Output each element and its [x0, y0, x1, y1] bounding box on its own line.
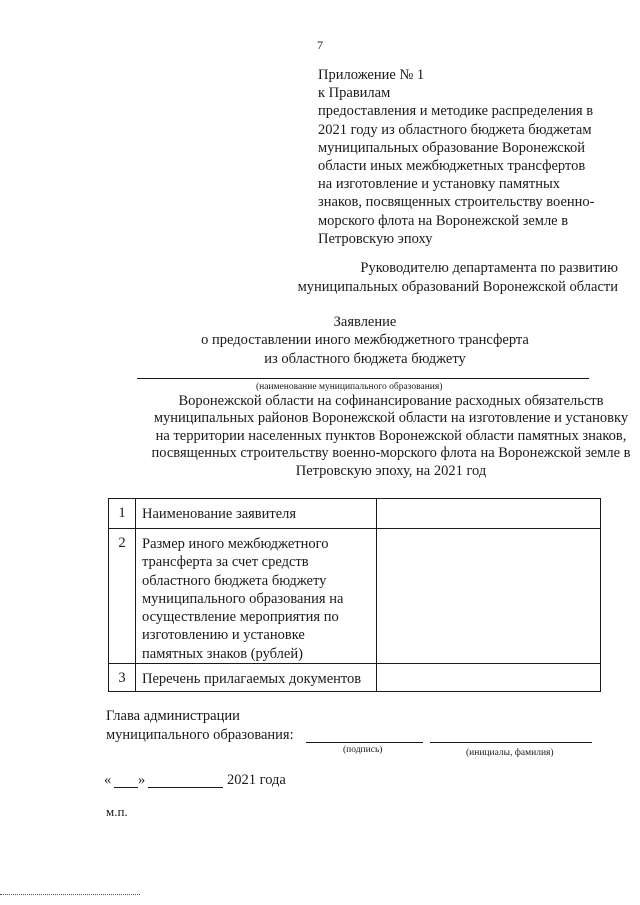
table-row — [109, 664, 601, 692]
signature-label-line2: муниципального образования: — [106, 727, 294, 743]
appendix-line: на изготовление и установку памятных — [318, 176, 560, 193]
application-table — [108, 498, 601, 692]
appendix-line: 2021 году из областного бюджета бюджетам — [318, 121, 592, 138]
signature-label-line1: Глава администрации — [106, 708, 240, 724]
statement-subtitle-line: о предоставлении иного межбюджетного трансферта — [201, 332, 529, 349]
row-label-line: изготовлению и установке — [142, 627, 305, 644]
appendix-line: Приложение № 1 — [318, 67, 425, 83]
row-label-line: памятных знаков (рублей) — [142, 645, 303, 662]
statement-body-line: посвященных строительству военно-морского флота на Воронежской земле в — [151, 445, 631, 462]
addressee — [240, 259, 618, 296]
addressee-line: Руководителю департамента по развитию — [360, 260, 618, 276]
name-blank-line — [430, 742, 592, 743]
signature-caption: (подпись) — [343, 745, 383, 755]
statement-body-line: Петровскую эпоху, на 2021 год — [295, 462, 487, 479]
appendix-line: знаков, посвященных строительству военно- — [318, 194, 595, 211]
appendix-line: предоставления и методике распределения в — [318, 103, 594, 120]
municipality-blank-line — [137, 378, 589, 379]
row-label-line: муниципального образования на — [142, 590, 344, 607]
table-row — [109, 529, 601, 664]
signature-blank-line — [306, 742, 423, 743]
appendix-line: морского флота на Воронежской земле в — [318, 212, 569, 229]
row-value-cell — [377, 664, 601, 692]
date-year: 2021 года — [227, 772, 286, 788]
appendix-line: Петровскую эпоху — [318, 230, 433, 247]
addressee-line: муниципальных образований Воронежской области — [297, 278, 618, 295]
row-number: 1 — [109, 499, 136, 529]
statement-body-line: муниципальных районов Воронежской области на изготовление и установку — [153, 410, 629, 427]
row-label-line: Перечень прилагаемых документов — [142, 671, 362, 688]
row-label-line: осуществление мероприятия по — [142, 609, 339, 626]
date-open-quote: « — [104, 772, 112, 788]
municipality-caption: (наименование муниципального образования) — [256, 382, 443, 392]
date-month-blank — [148, 787, 223, 788]
row-label-line: Наименование заявителя — [142, 506, 297, 522]
row-label-line: областного бюджета бюджету — [142, 572, 327, 589]
statement-body-line: Воронежской области на софинансирование расходных обязательств — [178, 393, 604, 409]
row-value-cell — [377, 529, 601, 664]
statement-title: Заявление — [333, 314, 397, 330]
page-number: 7 — [317, 38, 323, 52]
row-label-line: Размер иного межбюджетного — [142, 536, 329, 552]
row-label — [136, 499, 377, 529]
name-caption: (инициалы, фамилия) — [466, 748, 554, 758]
appendix-line: области иных межбюджетных трансфертов — [318, 158, 586, 175]
row-label — [136, 664, 377, 692]
appendix-header — [318, 66, 623, 248]
stamp-place: м.п. — [106, 804, 128, 819]
row-label — [136, 529, 377, 664]
date-close-quote: » — [138, 772, 146, 788]
appendix-line: муниципальных образование Воронежской — [318, 139, 586, 156]
table-row — [109, 499, 601, 529]
row-value-cell — [377, 499, 601, 529]
appendix-line: к Правилам — [318, 85, 391, 102]
statement-title-block — [0, 313, 640, 368]
scan-edge-mark — [0, 894, 140, 895]
row-number: 2 — [109, 529, 136, 664]
statement-body — [60, 393, 640, 480]
statement-subtitle-line: из областного бюджета бюджету — [264, 350, 466, 367]
row-number: 3 — [109, 664, 136, 692]
row-label-line: трансферта за счет средств — [142, 554, 309, 571]
statement-body-line: на территории населенных пунктов Воронежской области памятных знаков, — [155, 427, 627, 444]
date-day-blank — [114, 787, 138, 788]
